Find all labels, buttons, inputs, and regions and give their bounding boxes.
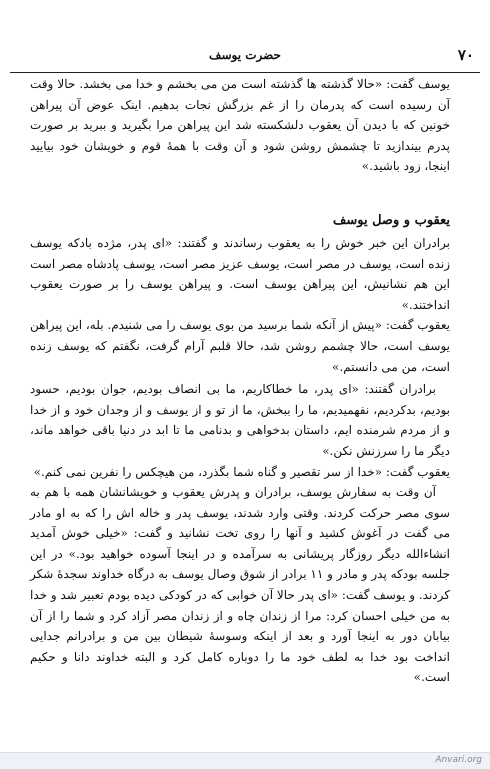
paragraph: برادران این خبر خوش را به یعقوب رساندند و گفتند: «ای پدر، مژده بادکه یوسف زنده است، یوسف در مصر است، یوسف عزیز مصر است، یوسف پادشاه مصر است این هم نشانیش، این پیراهن یوسف است. و پیراهن یوسف را بر صورت یعقوب انداختند.» xyxy=(30,235,450,312)
body-text xyxy=(30,74,450,688)
paragraph: یعقوب گفت: «خدا از سر تقصیر و گناه شما بگذرد، من هیچکس را نفرین نمی کنم.» xyxy=(33,464,450,479)
section-heading: یعقوب و وصل یوسف xyxy=(332,212,450,228)
paragraph: یوسف گفت: «حالا گذشته ها گذشته است من می بخشم و خدا می بخشد. حالا وقت آن رسیده است که پدرمان را از غم بزرگش نجات بدهیم. اینک عوض آن پیراهن خونین که با دیدن آن یعقوب دلشکسته شد این پیراهن مرا بگیرید و ببرید بر صورت پدرم بیندازید تا چشمش روشن شود و آن وقت با همهٔ قوم و خویشان خود بیایید اینجا، زود باشید.» xyxy=(30,77,450,174)
paragraph: یعقوب گفت: «پیش از آنکه شما برسید من بوی یوسف را می شنیدم. بله، این پیراهن یوسف است، حالا چشمم روشن شد، حالا قلبم آرام گرفت، نگفتم که یوسف زنده است، من می دانستم.» xyxy=(30,318,450,374)
paragraph: برادران گفتند: «ای پدر، ما خطاکاریم، ما بی انصاف بودیم، جوان بودیم، حسود بودیم، بدکردیم، نفهمیدیم، ما را ببخش، ما از تو و از یوسف و از وجدان خود و از خدا و از مردم شرمنده ایم، داستان بدخواهی و بدنامی ما تا ابد در دنیا باقی خواهد ماند، دیگر ما را سرزنش نکن.» xyxy=(30,382,450,458)
running-title: حضرت یوسف xyxy=(209,48,281,62)
page-header xyxy=(10,44,480,70)
header-rule xyxy=(10,72,480,73)
watermark: Anvari.org xyxy=(435,755,482,765)
page-number: ۷۰ xyxy=(457,46,474,64)
footer-band xyxy=(0,752,490,769)
paragraph: آن وقت به سفارش یوسف، برادران و پدرش یعقوب و خویشانشان همه با هم به سوی مصر حرکت کردند. وقتی وارد شدند، یوسف پدر و خاله اش را که به او مادر می گفت در آغوش کشید و آنها را روی تخت نشانید و گفت: «خیلی خوش آمدید انشاءالله دیگر روزگار پریشانی به سرآمده و در اینجا آسوده خواهید بود.» در این جلسه بودکه پدر و مادر و ۱۱ برادر از شوق وصال یوسف به درگاه خداوند سجدهٔ شکر کردند. و یوسف گفت: «ای پدر حالا آن خوابی که در کودکی دیده بودم تعبیر شد و خدا به من خیلی احسان کرد: مرا از زندان چاه و از زندان مصر آزاد کرد و شما را از آن بیابان دور به اینجا آورد و بعد از اینکه وسوسهٔ شیطان بین من و برادرانم جدایی انداخت بود خدا به لطف خود ما را دوباره کامل کرد و البته خداوند دانا و حکیم است.» xyxy=(30,485,450,685)
